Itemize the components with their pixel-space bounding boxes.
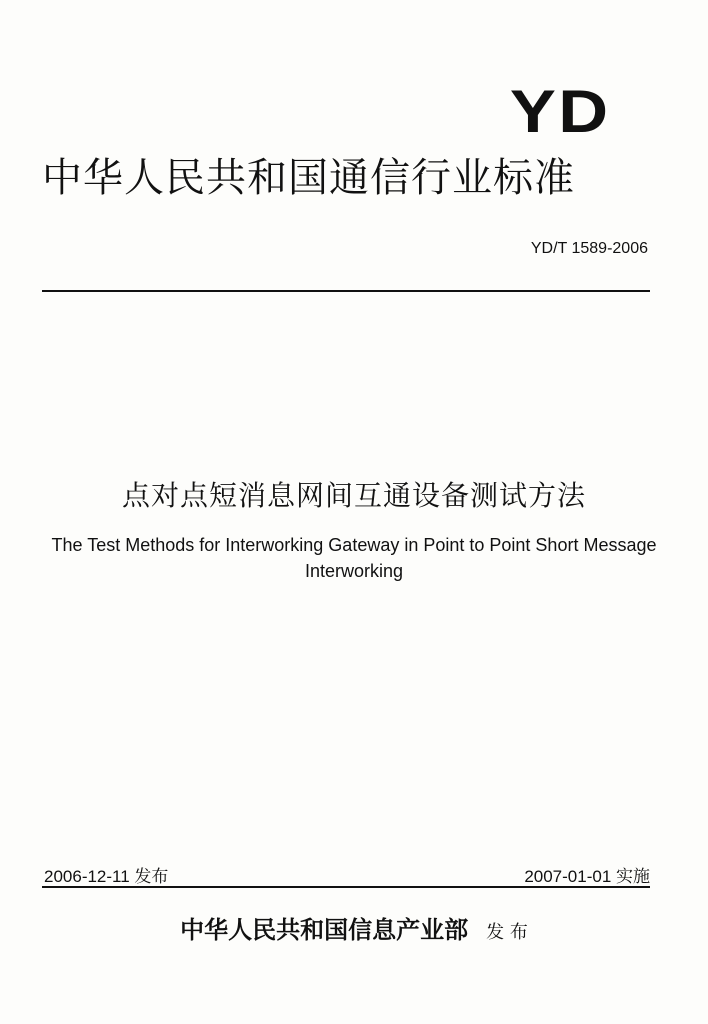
document-title-english: The Test Methods for Interworking Gateway in Point to Point Short Message Interworking xyxy=(51,535,657,581)
document-title-chinese: 点对点短消息网间互通设备测试方法 xyxy=(121,479,586,512)
publisher-name: 中华人民共和国信息产业部 xyxy=(180,915,469,944)
implementation-date: 2007-01-01 实施 xyxy=(524,867,650,886)
publish-word: 发 布 xyxy=(486,922,528,943)
standard-number: YD/T 1589-2006 xyxy=(530,240,648,257)
yd-logo: YD xyxy=(509,78,610,145)
issue-date: 2006-12-11 发布 xyxy=(44,867,169,886)
header-divider xyxy=(42,290,650,292)
footer-divider xyxy=(42,886,650,888)
industry-standard-title: 中华人民共和国通信行业标准 xyxy=(42,155,575,201)
publisher-line xyxy=(0,915,708,944)
